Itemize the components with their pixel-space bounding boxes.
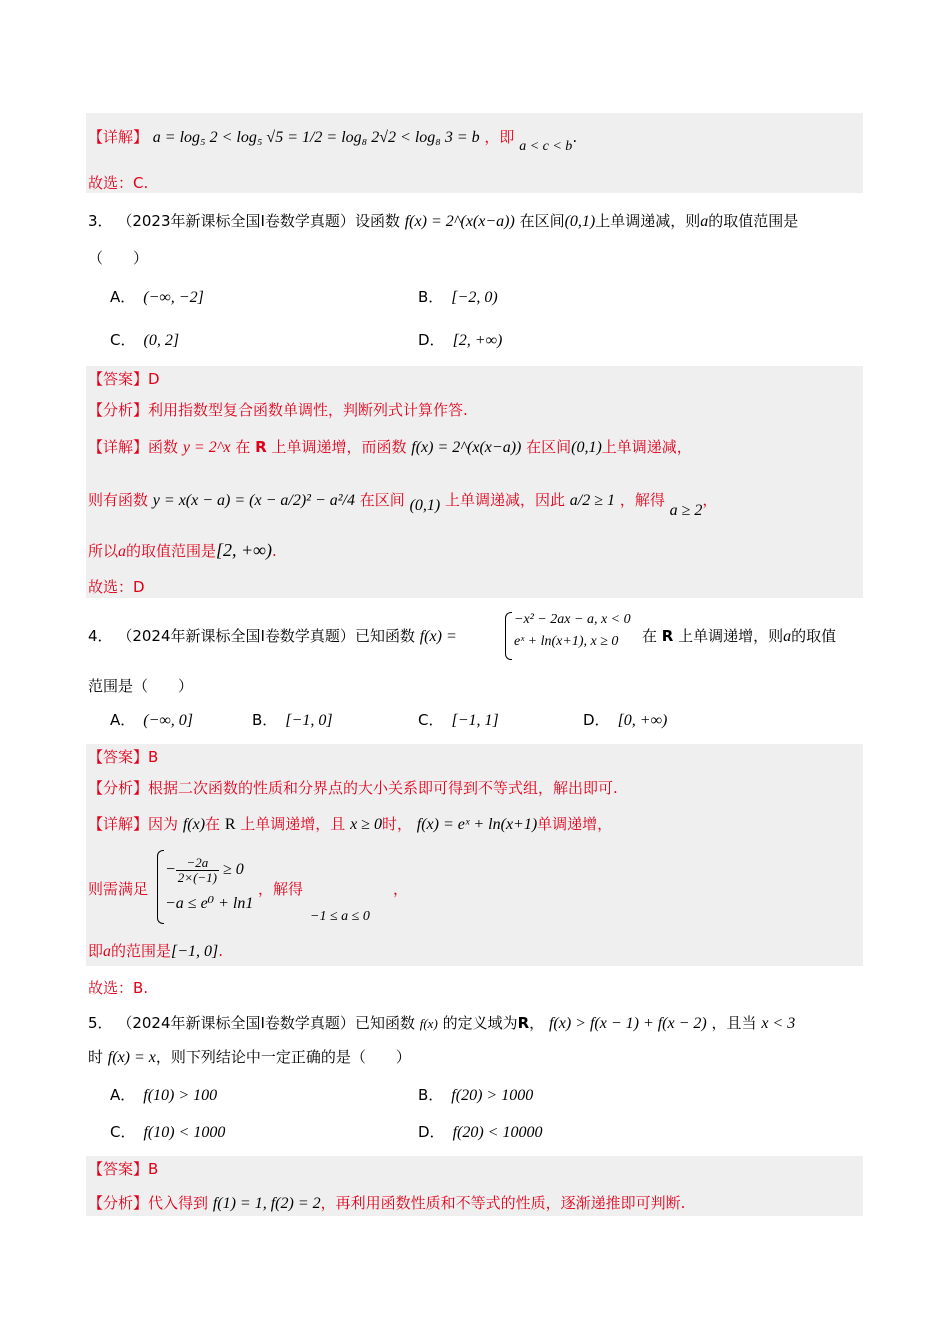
detail-text: ， bbox=[702, 491, 718, 509]
real-set: R bbox=[255, 438, 267, 456]
detail-text: 时， bbox=[381, 815, 412, 833]
option-label: C． bbox=[110, 1123, 136, 1141]
detail-text: . bbox=[218, 942, 224, 960]
detail-text: 在 bbox=[235, 438, 251, 456]
real-set: R bbox=[517, 1014, 530, 1032]
q2-solution-block bbox=[86, 113, 863, 193]
variable: a bbox=[700, 213, 709, 230]
detail-text: 上单调递增，且 bbox=[240, 815, 346, 833]
q5-option-b[interactable] bbox=[418, 1084, 533, 1107]
detail-text: 上单调递减，因此 bbox=[445, 491, 566, 509]
detail-math: [2, +∞) bbox=[216, 540, 273, 560]
q3-choice: 故选：D bbox=[88, 578, 145, 596]
q3-option-b[interactable] bbox=[418, 286, 498, 309]
option-value: [−2, 0) bbox=[451, 289, 498, 306]
q5-option-d[interactable] bbox=[418, 1121, 542, 1144]
q5-option-a[interactable] bbox=[110, 1084, 217, 1107]
stem-text: 已知函数 bbox=[354, 627, 415, 645]
stem-text: 已知函数 bbox=[354, 1014, 415, 1032]
q5-analysis bbox=[88, 1192, 685, 1215]
fraction bbox=[176, 856, 219, 885]
stem-text: 的取值 bbox=[791, 627, 837, 645]
detail-text: 的范围是 bbox=[111, 942, 172, 960]
detail-math: f(x) = eˣ + ln(x+1) bbox=[416, 816, 538, 833]
option-value: [−1, 0] bbox=[285, 712, 333, 729]
real-set: R bbox=[661, 627, 674, 645]
option-label: A． bbox=[110, 711, 136, 729]
q5-answer bbox=[88, 1158, 158, 1180]
q3-option-d[interactable] bbox=[418, 329, 502, 352]
stem-text: 在 bbox=[642, 627, 658, 645]
q4-stem bbox=[88, 625, 457, 648]
piecewise-brace bbox=[505, 612, 512, 660]
q3-answer bbox=[88, 368, 160, 390]
inequality: f(x) > f(x − 1) + f(x − 2) bbox=[548, 1015, 707, 1032]
detail-math: a = log₅ 2 < log₅ √5 = 1/2 = log₈ 2√2 < log₈ 3 = b bbox=[152, 129, 480, 146]
detail-math: y = 2^x bbox=[182, 439, 231, 456]
option-label: C． bbox=[110, 331, 136, 349]
option-label: D． bbox=[418, 331, 445, 349]
stem-text: ，则下列结论中一定正确的是（ ） bbox=[155, 1048, 411, 1066]
option-value: [0, +∞) bbox=[617, 712, 668, 729]
interval: (0,1) bbox=[409, 497, 441, 514]
q3-analysis bbox=[88, 399, 468, 421]
detail-text: 所以 bbox=[88, 542, 119, 560]
system-row-2: −a ≤ e⁰ + ln1 bbox=[165, 895, 254, 912]
q2-detail-line: 【详解】 a = log₅ 2 < log₅ √5 = 1/2 = log₈ 2√2 < log₈ 3 = b ，即 a < c < b. bbox=[88, 128, 578, 154]
q4-detail-2-solve bbox=[258, 878, 408, 900]
q3-option-c[interactable] bbox=[110, 329, 179, 352]
option-value: [2, +∞) bbox=[452, 332, 503, 349]
analysis-tag: 【分析】 bbox=[88, 401, 149, 419]
q3-paren: （ ） bbox=[88, 249, 149, 267]
detail-tag: 【详解】 bbox=[88, 438, 149, 456]
detail-math: a ≥ 2 bbox=[669, 502, 703, 519]
question-source: （2024年新课标全国Ⅰ卷数学真题） bbox=[117, 627, 355, 645]
case-2: eˣ + ln(x+1), x ≥ 0 bbox=[514, 634, 619, 649]
interval: (0,1) bbox=[564, 213, 596, 230]
detail-text: 在区间 bbox=[526, 438, 572, 456]
variable: a bbox=[118, 543, 127, 560]
condition: f(x) = x bbox=[107, 1049, 156, 1066]
condition: x < 3 bbox=[761, 1015, 796, 1032]
answer-value: B bbox=[148, 748, 159, 766]
stem-text: 上单调递增，则 bbox=[678, 627, 784, 645]
detail-tag: 【详解】 bbox=[88, 128, 149, 146]
q4-detail-1 bbox=[88, 813, 612, 836]
variable: a bbox=[103, 943, 112, 960]
detail-math: [−1, 0] bbox=[171, 943, 219, 960]
detail-text: . bbox=[272, 542, 277, 560]
stem-text: 在区间 bbox=[519, 212, 565, 230]
detail-text: ， bbox=[393, 880, 409, 898]
analysis-text: 代入得到 bbox=[148, 1194, 209, 1212]
answer-value: B bbox=[148, 1160, 159, 1178]
q4-choice: 故选：B. bbox=[88, 979, 149, 997]
analysis-text: 利用指数型复合函数单调性，判断列式计算作答. bbox=[148, 401, 468, 419]
q4-stem-tail bbox=[642, 625, 836, 648]
stem-text: ，且当 bbox=[711, 1014, 757, 1032]
analysis-text: ，再利用函数性质和不等式的性质，逐渐递推即可判断. bbox=[320, 1194, 686, 1212]
detail-text: 即 bbox=[88, 942, 104, 960]
real-set: R bbox=[224, 816, 236, 833]
option-label: D． bbox=[418, 1123, 445, 1141]
q4-option-b[interactable] bbox=[252, 709, 333, 732]
detail-text: 则需满足 bbox=[88, 880, 149, 898]
detail-text: 的取值范围是 bbox=[126, 542, 217, 560]
q4-stem-line2: 范围是（ ） bbox=[88, 677, 194, 695]
option-label: B． bbox=[418, 288, 444, 306]
q4-option-d[interactable] bbox=[583, 709, 667, 732]
function-expression: f(x) = 2^(x(x−a)) bbox=[404, 213, 515, 230]
analysis-tag: 【分析】 bbox=[88, 779, 149, 797]
detail-text: 上单调递减， bbox=[601, 438, 692, 456]
detail-conclusion: a < c < b bbox=[519, 139, 573, 154]
analysis-text: 根据二次函数的性质和分界点的大小关系即可得到不等式组，解出即可. bbox=[148, 779, 618, 797]
detail-text: 单调递增， bbox=[537, 815, 613, 833]
system-brace bbox=[157, 850, 164, 924]
function-expression: f(x) bbox=[419, 1016, 438, 1031]
question-source: （2023年新课标全国Ⅰ卷数学真题） bbox=[117, 212, 355, 230]
q4-answer bbox=[88, 746, 158, 768]
detail-text: ，解得 bbox=[258, 880, 304, 898]
detail-text: 上单调递增，而函数 bbox=[271, 438, 407, 456]
detail-math: y = x(x − a) = (x − a/2)² − a²/4 bbox=[152, 492, 355, 509]
detail-text: 则有函数 bbox=[88, 491, 149, 509]
suffix: ≥ 0 bbox=[223, 861, 244, 878]
q4-detail-3 bbox=[88, 940, 223, 963]
question-number: 4． bbox=[88, 627, 113, 645]
q4-option-c[interactable] bbox=[418, 709, 499, 732]
option-value: (0, 2] bbox=[143, 332, 180, 349]
stem-text: 上单调递减，则 bbox=[595, 212, 701, 230]
detail-text: ，即 bbox=[484, 128, 515, 146]
q4-result: −1 ≤ a ≤ 0 bbox=[310, 909, 370, 924]
q3-detail-3 bbox=[88, 539, 277, 563]
option-value: f(20) > 1000 bbox=[451, 1087, 534, 1104]
inequality-system bbox=[165, 848, 253, 916]
option-label: B． bbox=[252, 711, 278, 729]
prefix: − bbox=[165, 861, 176, 878]
variable: a bbox=[783, 628, 792, 645]
option-label: C． bbox=[418, 711, 444, 729]
detail-math: x ≥ 0 bbox=[350, 816, 382, 833]
detail-tag: 【详解】 bbox=[88, 815, 149, 833]
function-lhs: f(x) = bbox=[419, 628, 457, 645]
stem-text: 的取值范围是 bbox=[708, 212, 799, 230]
stem-text: 设函数 bbox=[354, 212, 400, 230]
option-label: B． bbox=[418, 1086, 444, 1104]
answer-value: D bbox=[148, 370, 160, 388]
analysis-math: f(1) = 1, f(2) = 2 bbox=[212, 1195, 321, 1212]
question-source: （2024年新课标全国Ⅰ卷数学真题） bbox=[117, 1014, 355, 1032]
detail-math: f(x) = 2^(x(x−a)) bbox=[411, 439, 522, 456]
q3-option-a[interactable] bbox=[110, 286, 204, 309]
stem-text: 时 bbox=[88, 1048, 104, 1066]
denominator: 2×(−1) bbox=[177, 869, 217, 885]
answer-tag: 【答案】 bbox=[88, 1160, 149, 1178]
detail-math: a/2 ≥ 1 bbox=[569, 492, 616, 509]
detail-text: 在 bbox=[205, 815, 221, 833]
detail-text: 函数 bbox=[148, 438, 179, 456]
detail-math: f(x) bbox=[182, 816, 206, 833]
stem-text: 的定义域为 bbox=[442, 1014, 518, 1032]
q5-option-c[interactable] bbox=[110, 1121, 225, 1144]
detail-text: 因为 bbox=[148, 815, 179, 833]
q4-option-a[interactable] bbox=[110, 709, 193, 732]
system-row-1 bbox=[165, 848, 253, 892]
option-value: (−∞, −2] bbox=[143, 289, 204, 306]
option-value: f(20) < 10000 bbox=[452, 1124, 543, 1141]
option-value: f(10) > 100 bbox=[143, 1087, 218, 1104]
q2-choice: 故选：C. bbox=[88, 174, 149, 192]
question-number: 5． bbox=[88, 1014, 113, 1032]
numerator: −2a bbox=[176, 856, 219, 871]
interval: (0,1) bbox=[571, 439, 602, 456]
case-1: −x² − 2ax − a, x < 0 bbox=[514, 612, 631, 627]
stem-text: ， bbox=[529, 1014, 545, 1032]
q4-analysis bbox=[88, 777, 618, 799]
q3-stem bbox=[88, 210, 798, 233]
question-number: 3． bbox=[88, 212, 113, 230]
option-label: A． bbox=[110, 288, 136, 306]
option-label: D． bbox=[583, 711, 610, 729]
option-value: (−∞, 0] bbox=[143, 712, 194, 729]
answer-tag: 【答案】 bbox=[88, 370, 149, 388]
q3-detail-2 bbox=[88, 489, 718, 519]
piecewise-cases bbox=[514, 609, 631, 653]
option-value: f(10) < 1000 bbox=[143, 1124, 226, 1141]
option-value: [−1, 1] bbox=[451, 712, 499, 729]
q4-detail-2-label bbox=[88, 878, 148, 900]
q3-detail-1 bbox=[88, 436, 692, 459]
q5-stem-line2 bbox=[88, 1046, 411, 1069]
detail-text: ，解得 bbox=[619, 491, 665, 509]
q5-stem bbox=[88, 1012, 795, 1035]
option-label: A． bbox=[110, 1086, 136, 1104]
detail-text: 在区间 bbox=[359, 491, 405, 509]
answer-tag: 【答案】 bbox=[88, 748, 149, 766]
analysis-tag: 【分析】 bbox=[88, 1194, 149, 1212]
